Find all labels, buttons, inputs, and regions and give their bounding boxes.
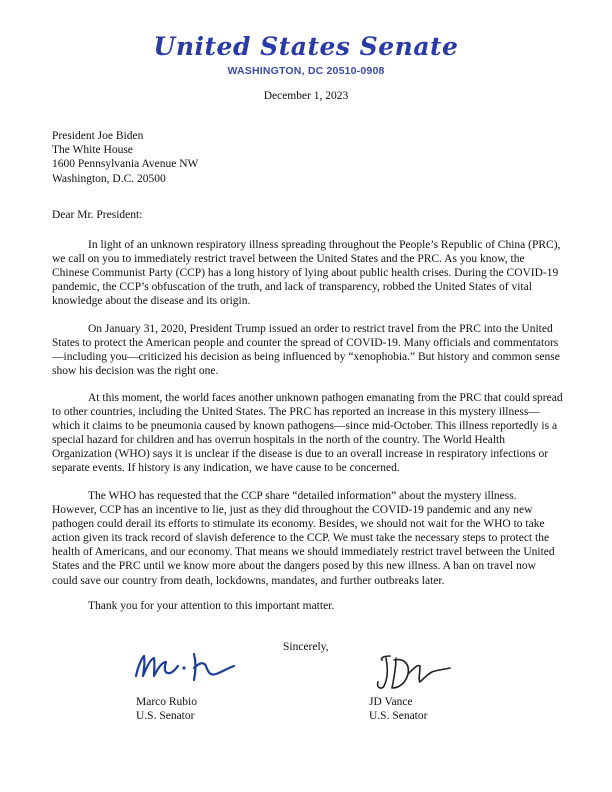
rubio-signature [130, 646, 240, 688]
signer-title: U.S. Senator [369, 710, 428, 722]
letter-date: December 1, 2023 [263, 90, 349, 102]
signer-name: JD Vance [369, 696, 413, 708]
recipient-address [52, 129, 198, 186]
vance-signature [370, 650, 460, 694]
recipient-line: 1600 Pennsylvania Avenue NW [52, 158, 199, 171]
recipient-line: President Joe Biden [52, 130, 144, 142]
body-paragraph: On January 31, 2020, President Trump issued an order to restrict travel from the PRC into the United States to protect the American people and counter the spread of COVID-19. Many officials and commentators—including you—criticized his decision as being influenced by “xenophobia.” But history and common sense show his decision was the right one. [52, 323, 560, 378]
letterhead-address: WASHINGTON, DC 20510-0908 [227, 65, 385, 77]
recipient-line: Washington, D.C. 20500 [52, 172, 166, 185]
signer-title: U.S. Senator [136, 710, 195, 722]
signer-name: Marco Rubio [136, 696, 198, 708]
letterhead-title: United States Senate [153, 32, 459, 61]
body-paragraph: The WHO has requested that the CCP share “detailed information” about the mystery illness. However, CCP has an incentive to lie, just as they did throughout the COVID-19 pandemic and any new pathogen could derail its efforts to stimulate its economy. Besides, we should not wait for the WHO to take action given its track record of slavish deference to the CCP. We must take the necessary steps to protect the health of Americans, and our economy. That means we should immediately restrict travel between the United States and the PRC until we know more about the dangers posed by this new illness. A ban on travel now could save our country from death, lockdowns, mandates, and further outbreaks later. [52, 490, 555, 587]
recipient-line: The White House [52, 144, 133, 157]
body-paragraph: At this moment, the world faces another unknown pathogen emanating from the PRC that could spread to other countries, including the United States. The PRC has reported an increase in this mystery illness—which it claims to be pneumonia caused by known pathogens—since mid-October. This illness reportedly is a special hazard for children and has overrun hospitals in the north of the country. The World Health Organization (WHO) says it is unclear if the disease is due to an overall increase in respiratory infections or separate events. If history is any indication, we have cause to be concerned. [52, 392, 563, 475]
salutation: Dear Mr. President: [52, 209, 143, 221]
body-paragraph: In light of an unknown respiratory illness spreading throughout the People’s Republic of China (PRC), we call on you to immediately restrict travel between the United States and the PRC. As you know, the Chinese Communist Party (CCP) has a long history of lying about public health crises. During the COVID-19 pandemic, the CCP’s obfuscation of the truth, and lack of transparency, robbed the United States of vital knowledge about the disease and its origin. [52, 239, 561, 308]
body-paragraph: Thank you for your attention to this important matter. [88, 600, 335, 612]
closing: Sincerely, [283, 641, 329, 653]
